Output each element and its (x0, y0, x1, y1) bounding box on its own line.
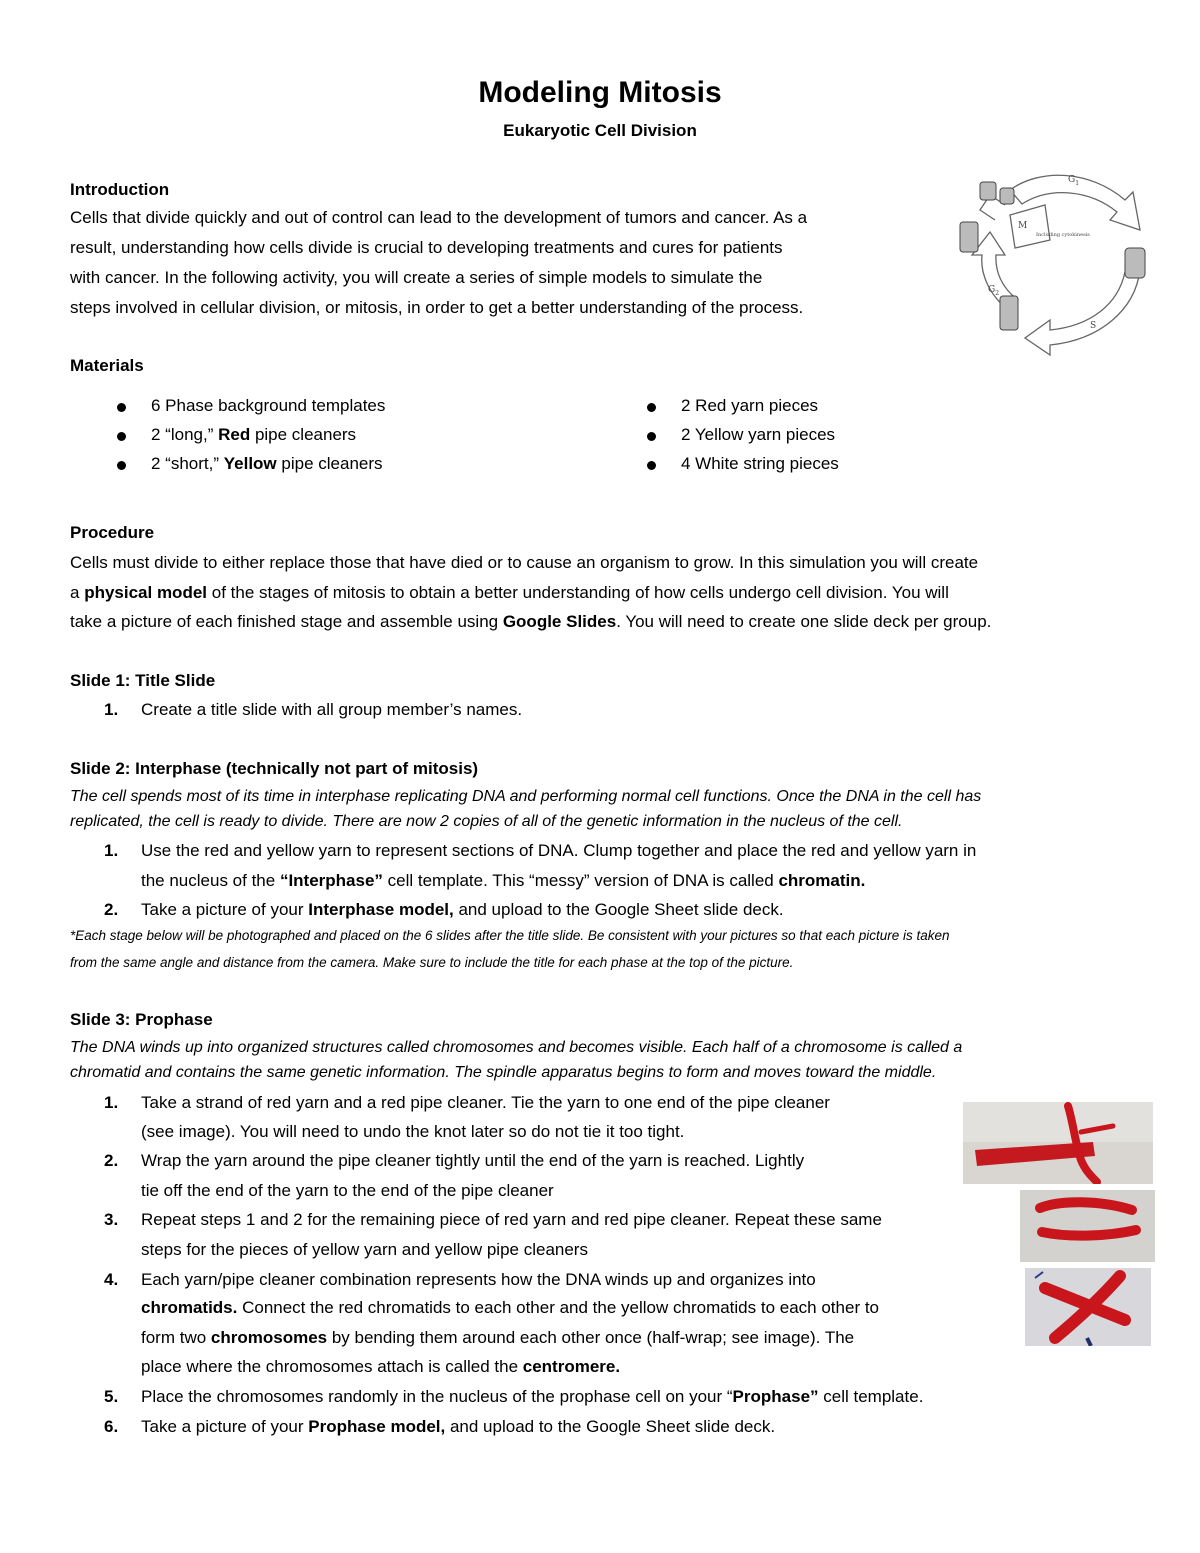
materials-heading: Materials (70, 356, 144, 375)
slide3-step: 6. Take a picture of your Prophase model, and upload to the Google Sheet slide deck. (104, 1417, 776, 1436)
intro-line: with cancer. In the following activity, you will create a series of simple models to simulate the (70, 268, 763, 287)
slide3-step-cont: chromatids. Connect the red chromatids to each other and the yellow chromatids to each other to (141, 1298, 880, 1317)
cell-image (980, 182, 996, 200)
slide2-note: from the same angle and distance from the camera. Make sure to include the title for each phase at the top of the picture. (70, 955, 794, 970)
intro-line: steps involved in cellular division, or mitosis, in order to get a better understanding of the process. (70, 298, 804, 317)
materials-item: 2 Red yarn pieces (681, 396, 818, 416)
slide3-description: The DNA winds up into organized structures called chromosomes and becomes visible. Each half of a chromosome is called a (70, 1039, 963, 1056)
label-s: S (1090, 321, 1097, 331)
slide3-step: 3. Repeat steps 1 and 2 for the remaining piece of red yarn and red pipe cleaner. Repeat these same (104, 1210, 882, 1229)
procedure-line: Cells must divide to either replace those that have died or to cause an organism to grow. In this simulation you will create (70, 553, 979, 572)
label-m: M (1018, 221, 1028, 231)
cell-cycle-diagram (950, 160, 1160, 360)
label-g2: $G_2$ (988, 285, 1000, 297)
materials-item: 2 “short,” Yellow pipe cleaners (151, 454, 383, 474)
chromosome-x-photo (1025, 1268, 1151, 1346)
procedure-line: take a picture of each finished stage and assemble using Google Slides. You will need to create one slide deck per group. (70, 612, 992, 631)
intro-line: Cells that divide quickly and out of control can lead to the development of tumors and cancer. As a (70, 208, 808, 227)
tied-yarn-photo (963, 1102, 1153, 1184)
cell-image (1125, 248, 1145, 278)
slide2-step: 2. Take a picture of your Interphase model, and upload to the Google Sheet slide deck. (104, 900, 784, 919)
cell-image (960, 222, 978, 252)
label-g1: $G_1$ (1068, 175, 1080, 187)
slide3-heading: Slide 3: Prophase (70, 1010, 213, 1029)
cell-image (1000, 296, 1018, 330)
wrapped-chromatids-photo (1020, 1190, 1155, 1262)
bullet-icon (117, 432, 126, 441)
slide3-step-cont: tie off the end of the yarn to the end of the pipe cleaner (141, 1181, 554, 1200)
bullet-icon (117, 461, 126, 470)
bullet-icon (117, 403, 126, 412)
cell-image (1000, 188, 1014, 204)
materials-item: 2 “long,” Red pipe cleaners (151, 425, 356, 445)
slide3-step: 5. Place the chromosomes randomly in the nucleus of the prophase cell on your “Prophase” cell template. (104, 1387, 924, 1406)
slide3-step: 4. Each yarn/pipe cleaner combination represents how the DNA winds up and organizes into (104, 1270, 816, 1289)
page-subtitle: Eukaryotic Cell Division (503, 121, 697, 140)
slide1-step: 1. Create a title slide with all group member’s names. (104, 700, 523, 719)
slide2-heading: Slide 2: Interphase (technically not part of mitosis) (70, 759, 479, 778)
slide2-note: *Each stage below will be photographed and placed on the 6 slides after the title slide. Be consistent with your pictures so that each picture is taken (70, 928, 950, 943)
slide3-description: chromatid and contains the same genetic information. The spindle apparatus begins to form and moves toward the middle. (70, 1064, 937, 1081)
procedure-line: a physical model of the stages of mitosis to obtain a better understanding of how cells undergo cell division. You will (70, 583, 949, 602)
bullet-icon (647, 461, 656, 470)
bullet-icon (647, 403, 656, 412)
slide2-step: 1. Use the red and yellow yarn to represent sections of DNA. Clump together and place the red and yellow yarn in (104, 841, 977, 860)
cycle-arrow-s (1025, 270, 1140, 355)
slide3-step-cont: place where the chromosomes attach is called the centromere. (141, 1357, 621, 1376)
slide3-step: 1. Take a strand of red yarn and a red pipe cleaner. Tie the yarn to one end of the pipe cleaner (104, 1093, 830, 1112)
intro-line: result, understanding how cells divide is crucial to developing treatments and cures for patients (70, 238, 783, 257)
materials-item: 2 Yellow yarn pieces (681, 425, 835, 445)
slide3-step-cont: (see image). You will need to undo the knot later so do not tie it too tight. (141, 1122, 685, 1141)
slide2-description: replicated, the cell is ready to divide. There are now 2 copies of all of the genetic information in the nucleus of the cell. (70, 813, 903, 830)
bullet-icon (647, 432, 656, 441)
label-center: Including cytokinesis (1036, 232, 1090, 238)
slide1-heading: Slide 1: Title Slide (70, 671, 216, 690)
procedure-heading: Procedure (70, 523, 155, 542)
page-title: Modeling Mitosis (478, 76, 722, 109)
slide3-step: 2. Wrap the yarn around the pipe cleaner tightly until the end of the yarn is reached. Lightly (104, 1151, 805, 1170)
slide3-step-cont: steps for the pieces of yellow yarn and yellow pipe cleaners (141, 1240, 588, 1259)
slide2-step-cont: the nucleus of the “Interphase” cell template. This “messy” version of DNA is called chromatin. (141, 871, 866, 890)
materials-item: 4 White string pieces (681, 454, 839, 474)
materials-item: 6 Phase background templates (151, 396, 385, 416)
slide3-step-cont: form two chromosomes by bending them around each other once (half-wrap; see image). The (141, 1328, 855, 1347)
slide2-description: The cell spends most of its time in interphase replicating DNA and performing normal cell functions. Once the DNA in the cell has (70, 788, 982, 805)
intro-heading: Introduction (70, 180, 170, 199)
